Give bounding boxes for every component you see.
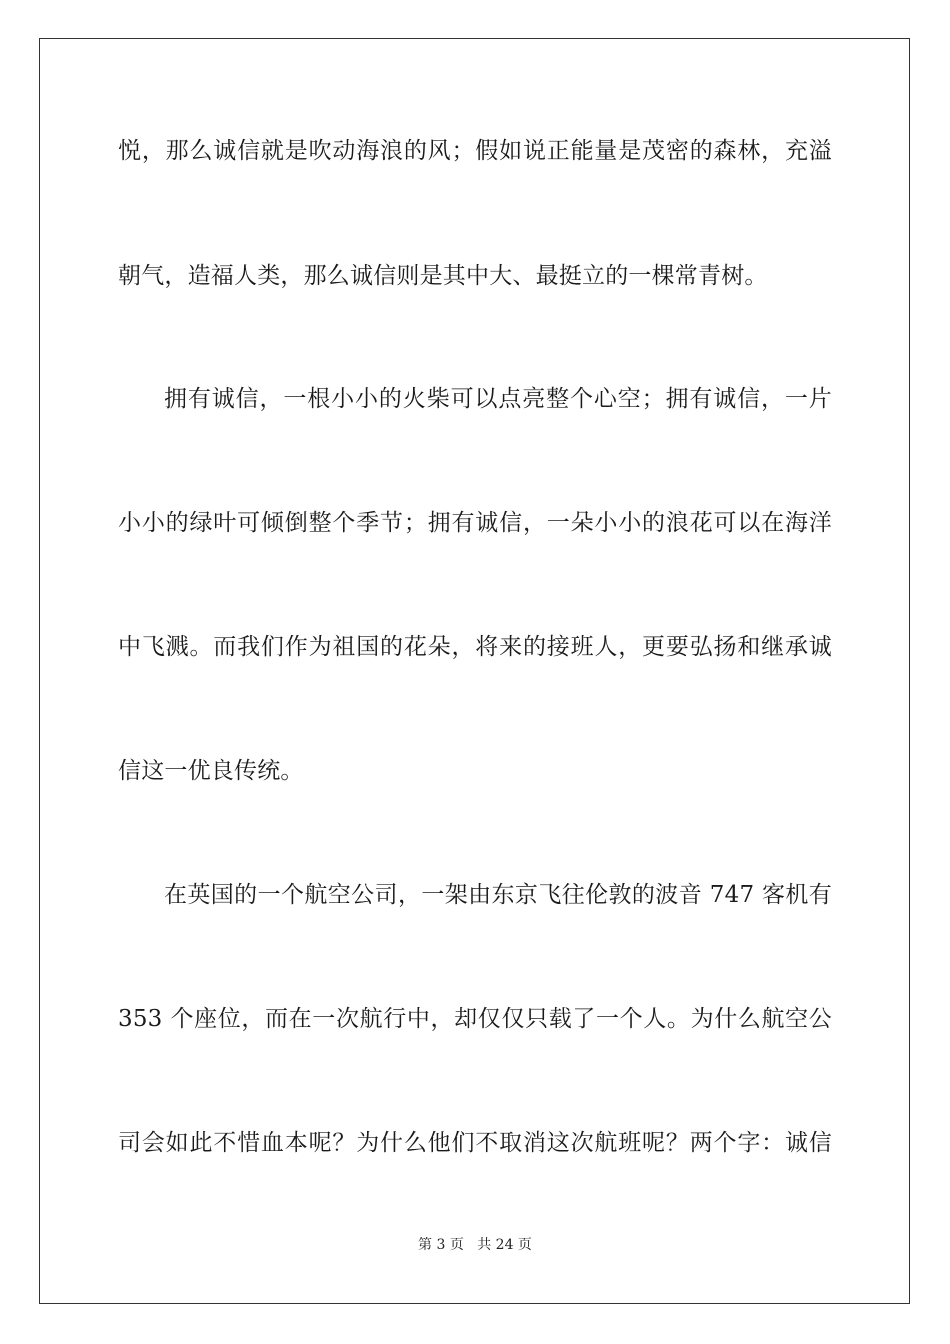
text-line-4: 小小的绿叶可倾倒整个季节；拥有诚信，一朵小小的浪花可以在海洋 [118, 510, 832, 536]
text-line-6: 信这一优良传统。 [118, 758, 304, 784]
page-number: 第 3 页 [418, 1237, 464, 1253]
text-line-2: 朝气，造福人类，那么诚信则是其中大、最挺立的一棵常青树。 [118, 263, 768, 289]
text-line-9: 司会如此不惜血本呢？为什么他们不取消这次航班呢？两个字：诚信 [118, 1130, 832, 1156]
page-border [39, 38, 910, 1304]
page-footer [0, 1236, 950, 1254]
text-line-1: 悦，那么诚信就是吹动海浪的风；假如说正能量是茂密的森林，充溢 [118, 138, 832, 164]
text-line-5: 中飞溅。而我们作为祖国的花朵，将来的接班人，更要弘扬和继承诚 [118, 634, 832, 660]
text-line-8: 353 个座位，而在一次航行中，却仅仅只载了一个人。为什么航空公 [118, 1006, 832, 1032]
text-line-7: 在英国的一个航空公司，一架由东京飞往伦敦的波音 747 客机有 [164, 882, 832, 908]
text-line-3: 拥有诚信，一根小小的火柴可以点亮整个心空；拥有诚信，一片 [164, 386, 832, 412]
page-total: 共 24 页 [477, 1237, 532, 1253]
